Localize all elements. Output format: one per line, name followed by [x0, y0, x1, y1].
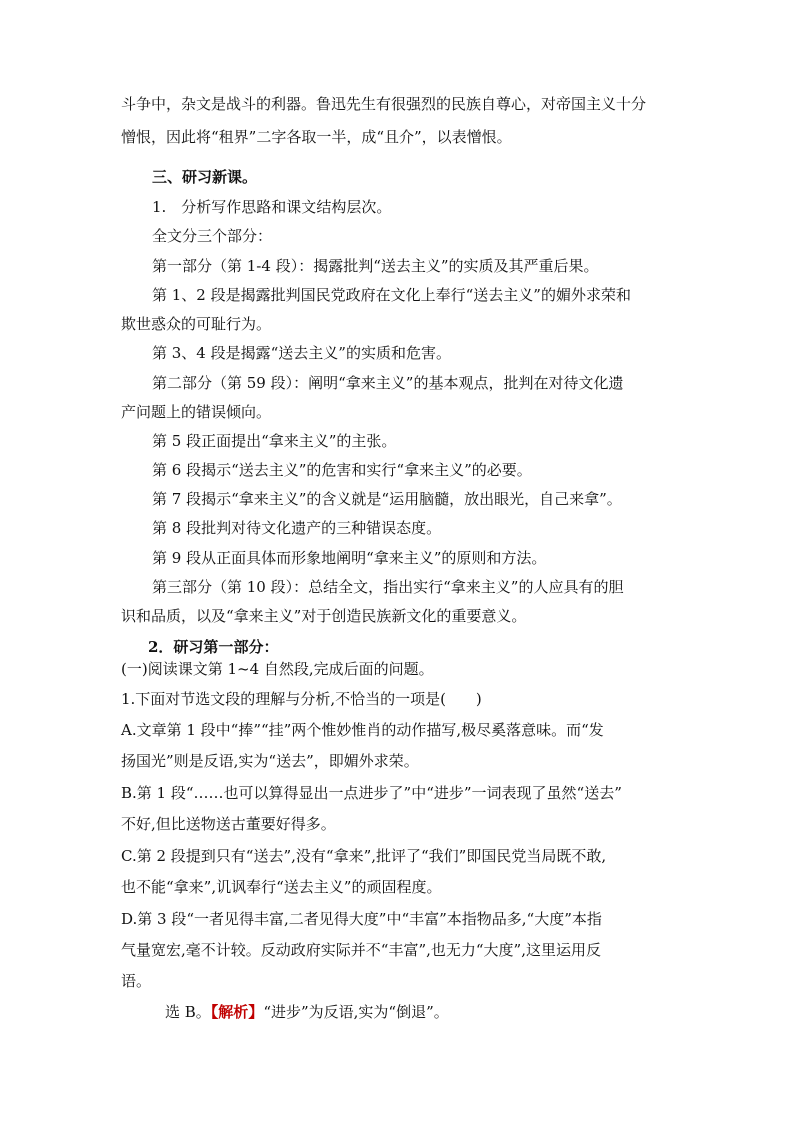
paragraph-line: 1. 分析写作思路和课文结构层次。 — [152, 198, 392, 216]
answer-prefix: 选 B。 — [165, 1003, 211, 1021]
paragraph-line: 第 1、2 段是揭露批判国民党政府在文化上奉行“送去主义”的媚外求荣和 — [152, 286, 631, 304]
paragraph-line: 第 3、4 段是揭露“送去主义”的实质和危害。 — [152, 344, 451, 362]
paragraph-line: 第 5 段正面提出“拿来主义”的主张。 — [152, 432, 397, 450]
paragraph-line: 第 9 段从正面具体而形象地阐明“拿来主义”的原则和方法。 — [152, 549, 547, 567]
option-b: B.第 1 段“……也可以算得显出一点进步了”中“进步”一词表现了虽然“送去” — [121, 784, 622, 802]
option-c: C.第 2 段提到只有“送去”,没有“拿来”,批评了“我们”即国民党当局既不敢, — [121, 847, 607, 865]
paragraph-line: 全文分三个部分： — [152, 227, 273, 245]
paragraph-line: 产问题上的错误倾向。 — [121, 403, 272, 421]
analysis-tag: 【解析】 — [210, 1003, 264, 1021]
question-stem: 1.下面对节选文段的理解与分析,不恰当的一项是( ) — [121, 690, 482, 708]
option-a: A.文章第 1 段中“捧”“挂”两个惟妙惟肖的动作描写,极尽奚落意味。而“发 — [121, 721, 604, 739]
option-c-cont: 也不能“拿来”,讥讽奉行“送去主义”的顽固程度。 — [121, 878, 442, 896]
paragraph-line: 第 7 段揭示“拿来主义”的含义就是“运用脑髓，放出眼光，自己来拿”。 — [152, 490, 622, 508]
paragraph-line: 第 6 段揭示“送去主义”的危害和实行“拿来主义”的必要。 — [152, 461, 532, 479]
paragraph-line: 憎恨，因此将“租界”二字各取一半，成“且介”，以表憎恨。 — [121, 128, 512, 146]
paragraph-line: (一)阅读课文第 1~4 自然段,完成后面的问题。 — [121, 660, 434, 678]
paragraph-line: 第一部分（第 1-4 段）：揭露批判“送去主义”的实质及其严重后果。 — [152, 257, 599, 275]
paragraph-line: 第二部分（第 59 段）：阐明“拿来主义”的基本观点，批判在对待文化遗 — [152, 374, 624, 392]
section-heading: 三、研习新课。 — [152, 168, 258, 186]
paragraph-line: 第 8 段批判对待文化遗产的三种错误态度。 — [152, 519, 442, 537]
subsection-heading: 2．研习第一部分： — [148, 638, 279, 656]
option-d-cont: 语。 — [121, 972, 152, 990]
option-d-cont: 气量宽宏,毫不计较。反动政府实际并不“丰富”,也无力“大度”,这里运用反 — [121, 941, 601, 959]
option-a-cont: 扬国光”则是反语,实为“送去”，即媚外求荣。 — [121, 752, 419, 770]
paragraph-line: 第三部分（第 10 段）：总结全文，指出实行“拿来主义”的人应具有的胆 — [152, 578, 624, 596]
option-b-cont: 不好,但比送物送古董要好得多。 — [121, 815, 336, 833]
option-d: D.第 3 段“一者见得丰富,二者见得大度”中“丰富”本指物品多,“大度”本指 — [121, 910, 602, 928]
answer-line — [165, 1002, 449, 1022]
paragraph-line: 欺世惑众的可耻行为。 — [121, 315, 272, 333]
paragraph-line: 识和品质，以及“拿来主义”对于创造民族新文化的重要意义。 — [121, 607, 527, 625]
answer-text: “进步”为反语,实为“倒退”。 — [263, 1003, 449, 1021]
paragraph-line: 斗争中，杂文是战斗的利器。鲁迅先生有很强烈的民族自尊心，对帝国主义十分 — [121, 95, 647, 113]
